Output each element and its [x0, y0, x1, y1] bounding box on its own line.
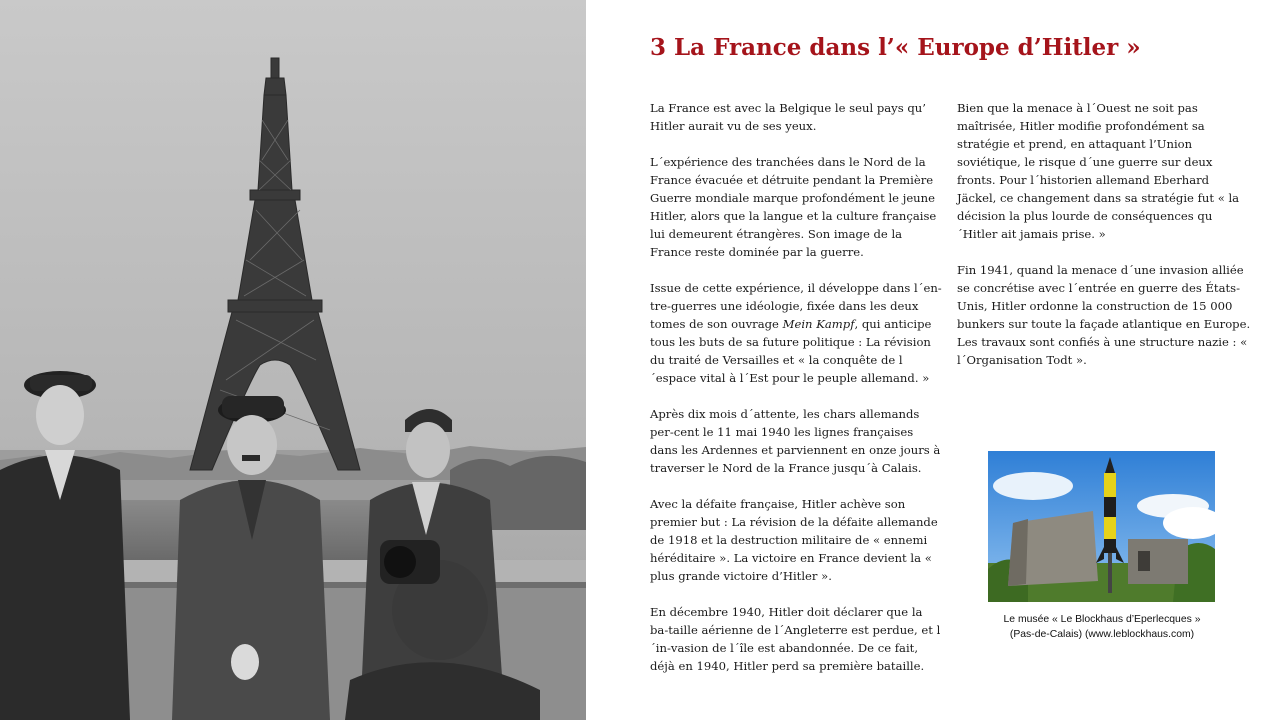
slide-title: 3 La France dans l’« Europe d’Hitler »	[650, 34, 1141, 61]
eiffel-tower-photo-illustration	[0, 0, 586, 720]
book-title-mein-kampf: Mein Kampf	[782, 317, 855, 331]
paragraph: Fin 1941, quand la menace d´une invasion alliée se concrétise avec l´entrée en guerre des États-Unis, Hitler ordonne la construction de 15 000 bunkers sur toute la façade atlantique en Europe. Les travaux sont confiés à une structure nazie : « l´Organisation Todt ».	[957, 263, 1251, 367]
museum-photo-caption	[968, 612, 1236, 642]
paragraph	[650, 279, 942, 387]
historical-photo-eiffel-tower	[0, 0, 586, 720]
paragraph-text: Issue de cette expérience, il développe dans l´en-tre-guerres une idéologie, fixée dans les deux tomes de son ouvrage	[650, 281, 942, 331]
paragraph: Après dix mois d´attente, les chars allemands per-cent le 11 mai 1940 les lignes françaises dans les Ardennes et parviennent en onze jours à traverser le Nord de la France jusqu´à Calais.	[650, 407, 941, 475]
paragraph-text: , qui anticipe tous les buts de sa future politique : La révision du traité de Versailles et « la conquête de l´espace vital à l´Est pour le peuple allemand. »	[650, 317, 932, 385]
paragraph: Avec la défaite française, Hitler achève son premier but : La révision de la défaite allemande de 1918 et la destruction militaire de « ennemi héréditaire ». La victoire en France devient la « plus grande victoire d’Hitler ».	[650, 497, 938, 583]
paragraph: L´expérience des tranchées dans le Nord de la France évacuée et détruite pendant la Première Guerre mondiale marque profondément le jeune Hitler, alors que la langue et la culture française lui demeurent étrangères. Son image de la France reste dominée par la guerre.	[650, 155, 937, 259]
caption-line: Le musée « Le Blockhaus d’Eperlecques »	[1003, 614, 1201, 625]
paragraph: La France est avec la Belgique le seul pays qu’ Hitler aurait vu de ses yeux.	[650, 101, 926, 133]
right-text-column	[957, 99, 1251, 387]
paragraph: En décembre 1940, Hitler doit déclarer que la ba-taille aérienne de l´Angleterre est perdue, et l´in-vasion de l´île est abandonnée. De ce fait, déjà en 1940, Hitler perd sa première bataille.	[650, 605, 941, 673]
blockhaus-v2-rocket-illustration	[988, 451, 1215, 602]
paragraph: Bien que la menace à l´Ouest ne soit pas maîtrisée, Hitler modifie profondément sa stratégie et prend, en attaquant l’Union soviétique, le risque d´une guerre sur deux fronts. Pour l´historien allemand Eberhard Jäckel, ce changement dans sa stratégie fut « la décision la plus lourde de conséquences qu´Hitler ait jamais prise. »	[957, 101, 1240, 241]
museum-photo-blockhaus	[988, 451, 1215, 602]
caption-line: (Pas-de-Calais) (www.leblockhaus.com)	[1009, 629, 1195, 640]
left-text-column	[650, 99, 942, 693]
